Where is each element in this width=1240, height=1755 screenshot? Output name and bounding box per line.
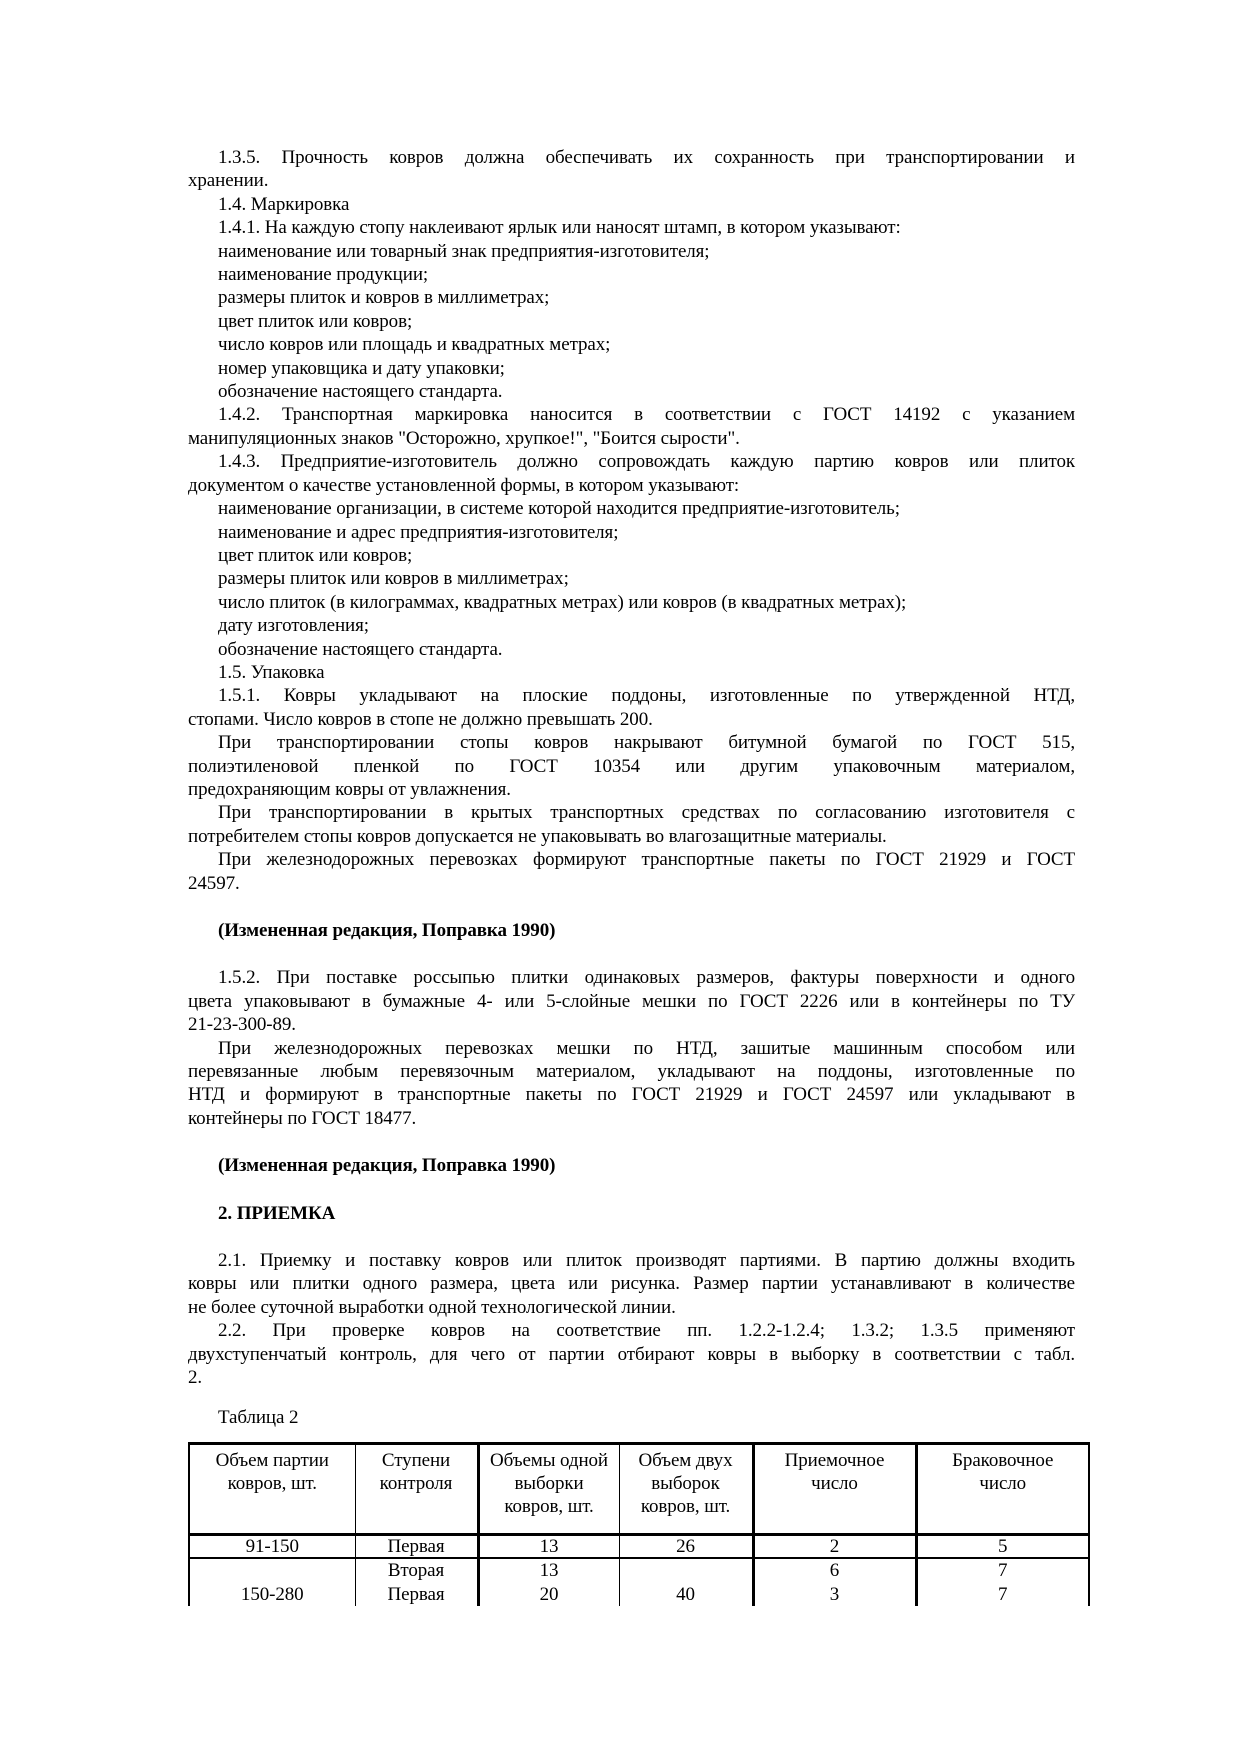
text-line: контейнеры по ГОСТ 18477.	[188, 1107, 417, 1129]
table-cell: 7	[916, 1583, 1089, 1606]
para-1-5-1	[188, 684, 1075, 731]
table-header-cell-accept-number: Приемочное число	[753, 1443, 916, 1534]
table-2-body	[189, 1534, 1089, 1606]
table-2-header	[189, 1443, 1089, 1534]
table-cell: Первая	[355, 1534, 478, 1558]
text-line: 21-23-300-89.	[188, 1014, 296, 1036]
text-line: цвета упаковывают в бумажные 4- или 5-слойные мешки по ГОСТ 2226 или в контейнеры по ТУ	[188, 990, 1075, 1012]
text-line: полиэтиленовой пленкой по ГОСТ 10354 или другим упаковочным материалом,	[188, 755, 1075, 777]
table-cell: 2	[753, 1534, 916, 1558]
para-1-3-5	[188, 146, 1075, 193]
table-cell	[189, 1558, 355, 1583]
table-cell: 7	[916, 1558, 1089, 1583]
text-line: хранении.	[188, 170, 269, 192]
list-item: размеры плиток или ковров в миллиметрах;	[218, 568, 569, 590]
list-item: номер упаковщика и дату упаковки;	[218, 357, 505, 379]
para-1-5-2	[188, 966, 1075, 1036]
table-cell: 13	[478, 1534, 619, 1558]
table-cell: 150-280	[189, 1583, 355, 1606]
section-heading-priemka: 2. ПРИЕМКА	[218, 1202, 336, 1224]
para-1-5-title: 1.5. Упаковка	[218, 661, 325, 683]
table-cell: 3	[753, 1583, 916, 1606]
para-1-4-1: 1.4.1. На каждую стопу наклеивают ярлык или наносят штамп, в котором указывают:	[218, 217, 901, 239]
table-2	[188, 1442, 1090, 1606]
para-1-4-title: 1.4. Маркировка	[218, 193, 350, 215]
table-header-cell-two-samples: Объем двух выборок ковров, шт.	[619, 1443, 753, 1534]
list-1-4-1	[188, 240, 1075, 404]
text-line: манипуляционных знаков "Осторожно, хрупкое!", "Боится сырости".	[188, 427, 740, 449]
text-line: двухступенчатый контроль, для чего от партии отбирают ковры в выборку в соответствии с табл.	[188, 1343, 1075, 1365]
table-label: Таблица 2	[218, 1406, 299, 1428]
text-line: 1.5.2. При поставке россыпью плитки одинаковых размеров, фактуры поверхности и одного	[218, 967, 1075, 989]
text-line: 1.4.3. Предприятие-изготовитель должно сопровождать каждую партию ковров или плиток	[218, 451, 1075, 473]
text-line: 24597.	[188, 872, 240, 894]
table-row	[189, 1534, 1089, 1558]
text-line: НТД и формируют в транспортные пакеты по ГОСТ 21929 и ГОСТ 24597 или укладывают в	[188, 1084, 1075, 1106]
list-item: наименование или товарный знак предприятия-изготовителя;	[218, 240, 710, 262]
list-item: наименование продукции;	[218, 264, 429, 286]
table-header-cell-party-volume: Объем партии ковров, шт.	[189, 1443, 355, 1534]
table-cell: 91-150	[189, 1534, 355, 1558]
list-item: число ковров или площадь и квадратных метрах;	[218, 334, 611, 356]
table-row	[189, 1558, 1089, 1583]
text-line: 1.5.1. Ковры укладывают на плоские поддоны, изготовленные по утвержденной НТД,	[218, 685, 1075, 707]
text-line: стопами. Число ковров в стопе не должно превышать 200.	[188, 708, 653, 730]
table-cell: 20	[478, 1583, 619, 1606]
table-cell: 13	[478, 1558, 619, 1583]
text-line: 1.4.2. Транспортная маркировка наносится в соответствии с ГОСТ 14192 с указанием	[218, 404, 1075, 426]
list-item: дату изготовления;	[218, 615, 369, 637]
list-item: цвет плиток или ковров;	[218, 544, 413, 566]
text-line: 2.1. Приемку и поставку ковров или плиток производят партиями. В партию должны входить	[218, 1250, 1075, 1272]
text-line: 1.3.5. Прочность ковров должна обеспечивать их сохранность при транспортировании и	[218, 147, 1075, 168]
list-item: обозначение настоящего стандарта.	[218, 381, 503, 403]
text-line: При железнодорожных перевозках формируют транспортные пакеты по ГОСТ 21929 и ГОСТ	[218, 849, 1075, 871]
table-cell: Первая	[355, 1583, 478, 1606]
list-item: цвет плиток или ковров;	[218, 310, 413, 332]
table-header-cell-single-sample: Объемы одной выборки ковров, шт.	[478, 1443, 619, 1534]
table-header-cell-control-stage: Ступени контроля	[355, 1443, 478, 1534]
table-cell: 40	[619, 1583, 753, 1606]
list-item: размеры плиток и ковров в миллиметрах;	[218, 287, 550, 309]
para-rail-packets	[188, 848, 1075, 895]
text-line: предохраняющим ковры от увлажнения.	[188, 778, 511, 800]
para-1-4-3	[188, 450, 1075, 497]
list-item: число плиток (в килограммах, квадратных метрах) или ковров (в квадратных метрах);	[218, 591, 907, 613]
para-2-2	[188, 1319, 1075, 1389]
text-line: При железнодорожных перевозках мешки по НТД, зашитые машинным способом или	[218, 1037, 1075, 1059]
list-item: наименование организации, в системе которой находится предприятие-изготовитель;	[218, 498, 900, 520]
text-line: потребителем стопы ковров допускается не упаковывать во влагозащитные материалы.	[188, 825, 887, 847]
para-2-1	[188, 1249, 1075, 1319]
text-line: ковры или плитки одного размера, цвета или рисунка. Размер партии устанавливают в количестве	[188, 1273, 1075, 1295]
table-header-cell-reject-number: Браковочное число	[916, 1443, 1089, 1534]
para-rail-bags	[188, 1037, 1075, 1131]
text-line: 2.2. При проверке ковров на соответствие пп. 1.2.2-1.2.4; 1.3.2; 1.3.5 применяют	[218, 1320, 1075, 1342]
list-item: обозначение настоящего стандарта.	[218, 638, 503, 660]
amendment-note: (Измененная редакция, Поправка 1990)	[218, 1155, 556, 1177]
table-header-row	[189, 1443, 1089, 1534]
table-row	[189, 1583, 1089, 1606]
table-cell: 26	[619, 1534, 753, 1558]
text-line: 2.	[188, 1367, 203, 1389]
para-1-4-2	[188, 403, 1075, 450]
text-line: При транспортировании в крытых транспортных средствах по согласованию изготовителя с	[218, 802, 1075, 824]
text-line: документом о качестве установленной формы, в котором указывают:	[188, 474, 740, 496]
text-line: не более суточной выработки одной технологической линии.	[188, 1296, 676, 1318]
table-cell: 6	[753, 1558, 916, 1583]
list-item: наименование и адрес предприятия-изготовителя;	[218, 521, 619, 543]
text-line: перевязанные любым перевязочным материалом, укладывают на поддоны, изготовленные по	[188, 1061, 1075, 1083]
list-1-4-3	[188, 497, 1075, 661]
table-cell: Вторая	[355, 1558, 478, 1583]
para-transport-covered	[188, 801, 1075, 848]
text-line: При транспортировании стопы ковров накрывают битумной бумагой по ГОСТ 515,	[218, 732, 1075, 754]
para-transport-bitum	[188, 731, 1075, 801]
document-content	[188, 146, 1075, 1606]
table-cell: 5	[916, 1534, 1089, 1558]
amendment-note: (Измененная редакция, Поправка 1990)	[218, 920, 556, 941]
table-cell	[619, 1558, 753, 1583]
table-2-clip	[188, 1442, 1092, 1606]
